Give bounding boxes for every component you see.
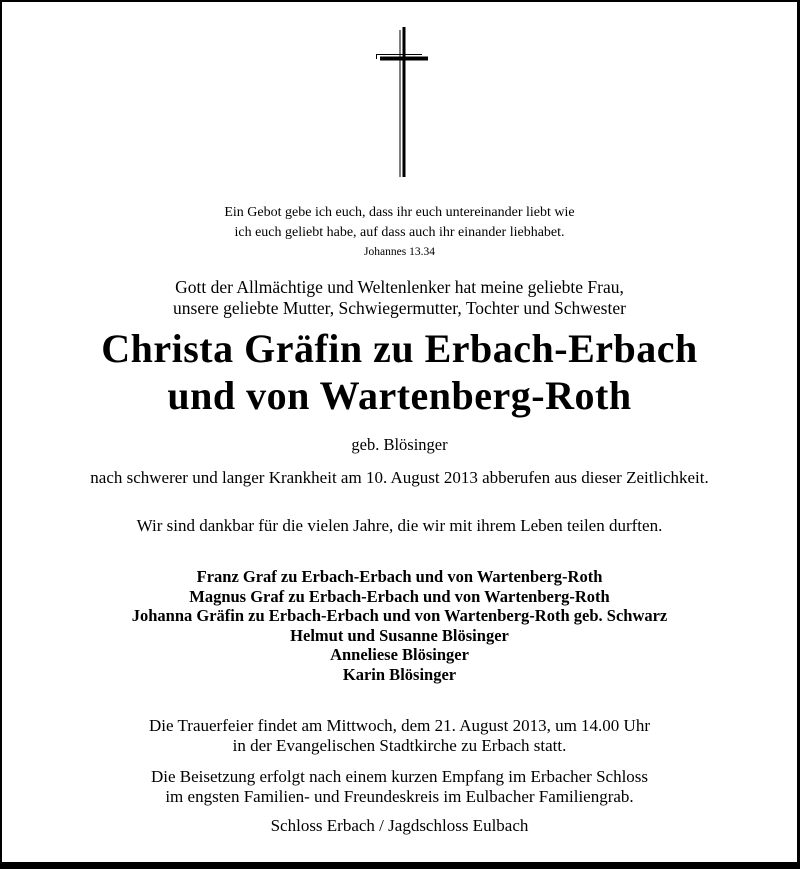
mourner-entry: Magnus Graf zu Erbach-Erbach und von Wartenberg-Roth	[189, 586, 610, 606]
closing-location: Schloss Erbach / Jagdschloss Eulbach	[270, 816, 529, 835]
mourner-entry: Anneliese Blösinger	[330, 645, 469, 664]
bible-quote-line-2: ich euch geliebt habe, auf dass auch ihr einander liebhabet.	[234, 225, 565, 240]
death-announcement: nach schwerer und langer Krankheit am 10. August 2013 abberufen aus dieser Zeitlichkeit.	[90, 468, 709, 487]
burial-info-line-1: Die Beisetzung erfolgt nach einem kurzen Empfang im Erbacher Schloss	[150, 767, 649, 786]
memorial-cross-icon	[370, 27, 430, 177]
cross-icon-container	[2, 27, 797, 177]
deceased-name-line-2: und von Wartenberg-Roth	[167, 373, 632, 418]
burial-info-line-2: im engsten Familien- und Freundeskreis im Eulbacher Familiengrab.	[165, 787, 634, 806]
mourner-entry: Franz Graf zu Erbach-Erbach und von Wartenberg-Roth	[196, 567, 603, 586]
deceased-name	[2, 325, 797, 419]
mourner-entry: Karin Blösinger	[342, 664, 457, 684]
bible-quote-source: Johannes 13.34	[364, 246, 435, 258]
burial-info	[2, 767, 797, 807]
intro-line-2: unsere geliebte Mutter, Schwiegermutter, Tochter und Schwester	[173, 298, 626, 318]
bible-quote	[2, 203, 797, 259]
intro-line-1: Gott der Allmächtige und Weltenlenker hat meine geliebte Frau,	[175, 277, 624, 297]
maiden-name: geb. Blösinger	[351, 435, 448, 454]
funeral-info-line-2: in der Evangelischen Stadtkirche zu Erbach statt.	[232, 736, 567, 755]
funeral-info-line-1: Die Trauerfeier findet am Mittwoch, dem 21. August 2013, um 14.00 Uhr	[149, 716, 650, 735]
funeral-info	[2, 716, 797, 756]
mourner-entry: Helmut und Susanne Blösinger	[290, 625, 509, 645]
deceased-name-line-1: Christa Gräfin zu Erbach-Erbach	[101, 326, 698, 371]
bible-quote-line-1: Ein Gebot gebe ich euch, dass ihr euch untereinander liebt wie	[224, 205, 575, 220]
mourner-entry: Johanna Gräfin zu Erbach-Erbach und von Wartenberg-Roth geb. Schwarz	[131, 606, 668, 625]
gratitude-text: Wir sind dankbar für die vielen Jahre, die wir mit ihrem Leben teilen durften.	[136, 516, 663, 535]
mourners-list	[2, 567, 797, 684]
intro-text	[2, 277, 797, 319]
